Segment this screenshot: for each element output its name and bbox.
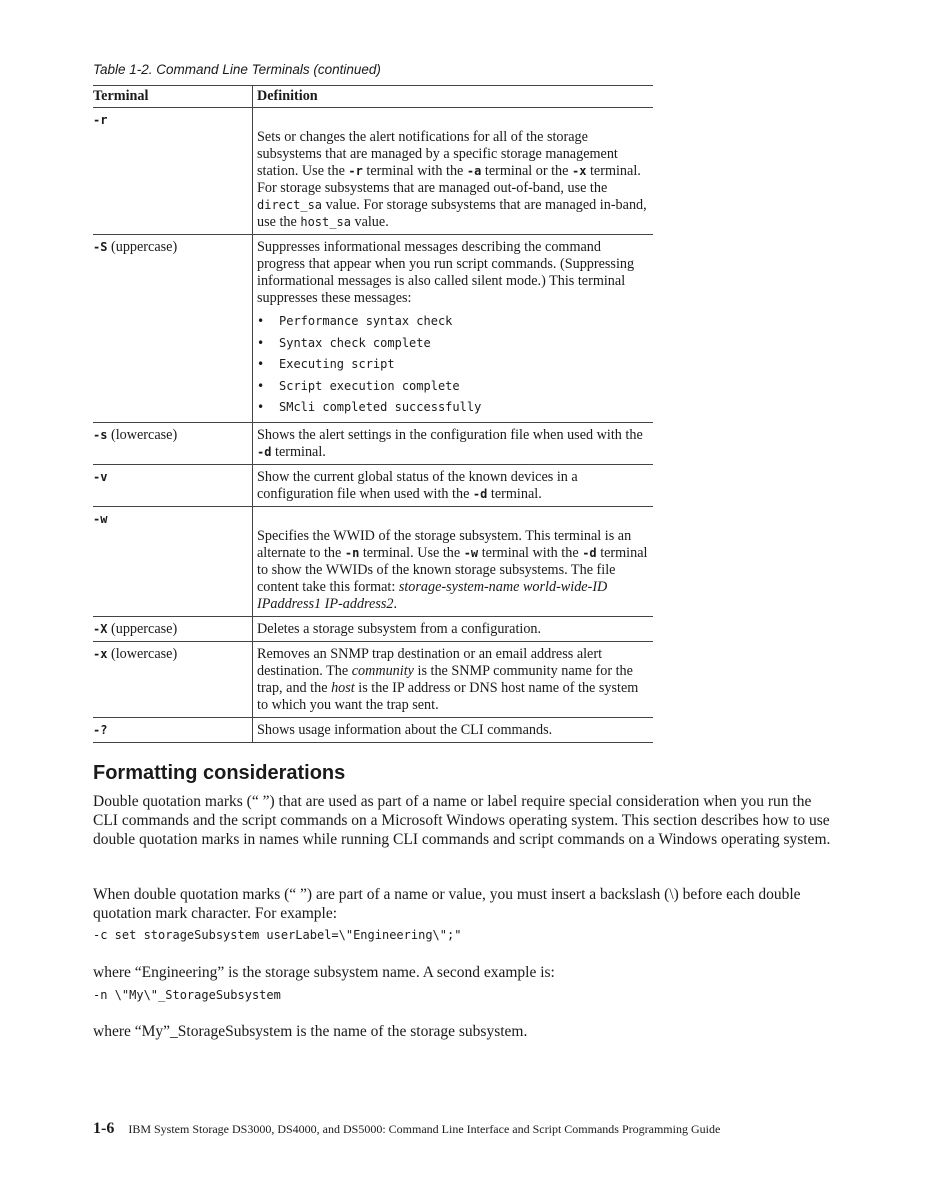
inline-code: -w — [463, 545, 479, 560]
terminal-cell — [93, 464, 253, 506]
definition-text: terminal. For storage subsystems that are managed out-of-band, use the — [257, 163, 641, 196]
definition-cell — [253, 108, 654, 235]
list-item: • Script execution complete — [257, 376, 649, 398]
suppressed-messages-list — [257, 311, 649, 419]
command-terminals-table — [93, 85, 653, 743]
section-heading: Formatting considerations — [93, 762, 346, 784]
table-header-row — [93, 86, 653, 108]
inline-code: -a — [466, 164, 482, 178]
terminal-cell — [93, 422, 253, 464]
paragraph: where “My”_StorageSubsystem is the name of the storage subsystem. — [93, 1023, 528, 1040]
list-item: • SMcli completed successfully — [257, 397, 649, 419]
definition-text: terminal to show the WWIDs of the known storage subsystems. The file content take this format: — [257, 544, 648, 595]
definition-text: Shows the alert settings in the configuration file when used with the — [257, 426, 643, 443]
terminal-cell — [93, 717, 253, 742]
terminal-code: -? — [93, 722, 108, 737]
terminal-code: -x — [93, 646, 108, 661]
terminal-cell — [93, 235, 253, 423]
table-row — [93, 506, 653, 616]
code-example: -c set storageSubsystem userLabel=\"Engineering\";" — [93, 928, 462, 942]
terminal-code: -v — [93, 469, 108, 484]
terminal-cell — [93, 506, 253, 616]
list-item: • Executing script — [257, 354, 649, 376]
terminal-note: (lowercase) — [107, 645, 178, 662]
definition-text: Suppresses informational messages describing the command progress that appear when you run script commands. (Suppressing informational messages is also called silent mode.) This terminal suppresses these messages: — [257, 239, 635, 306]
terminal-code: -s — [93, 427, 108, 442]
terminal-cell — [93, 616, 253, 641]
terminal-code: -w — [93, 511, 108, 526]
terminal-column-header: Terminal — [93, 86, 253, 108]
definition-text: is the IP address or DNS host name of the system to which you want the trap sent. — [257, 679, 639, 713]
definition-cell — [253, 422, 654, 464]
terminal-code: -X — [93, 621, 108, 636]
terminal-cell — [93, 641, 253, 717]
definition-text: terminal with the — [478, 544, 583, 561]
definition-text: . — [393, 595, 398, 612]
definition-text: Removes an SNMP trap destination or an email address alert destination. The — [257, 645, 603, 679]
table-row — [93, 641, 653, 717]
inline-code: -d — [257, 444, 272, 459]
definition-cell — [253, 464, 654, 506]
terminal-code: -S — [93, 240, 108, 254]
terminal-note: (uppercase) — [107, 239, 178, 255]
table-row — [93, 108, 653, 235]
inline-code: -n — [344, 545, 360, 560]
paragraph: Double quotation marks (“ ”) that are used as part of a name or label require special consideration when you run the CLI commands and the script commands on a Microsoft Windows operating system. This section describes how to use double quotation marks in names while running CLI commands and script commands on a Windows operating system. — [93, 793, 831, 848]
definition-text: Specifies the WWID of the storage subsystem. This terminal is an alternate to the — [257, 527, 632, 561]
italic-term: host — [331, 679, 355, 696]
definition-text: value. For storage subsystems that are managed in-band, use the — [257, 197, 647, 230]
inline-code: -d — [582, 545, 597, 560]
definition-text: terminal. — [271, 443, 326, 460]
table-row — [93, 422, 653, 464]
list-item: • Syntax check complete — [257, 333, 649, 355]
paragraph: When double quotation marks (“ ”) are part of a name or value, you must insert a backslash (\) before each double quotation mark character. For example: — [93, 886, 801, 922]
definition-cell — [253, 641, 654, 717]
inline-code: -d — [472, 486, 488, 501]
table-row — [93, 464, 653, 506]
list-item: • Performance syntax check — [257, 311, 649, 333]
definition-text: value. — [350, 214, 389, 230]
terminal-cell — [93, 108, 253, 235]
definition-text: is the SNMP community name for the trap, and the — [257, 662, 633, 696]
table-row — [93, 717, 653, 742]
inline-code: host_sa — [300, 215, 351, 229]
inline-code: -r — [348, 164, 363, 178]
table-row — [93, 616, 653, 641]
code-example: -n \"My\"_StorageSubsystem — [93, 988, 281, 1002]
page-footer — [93, 1120, 720, 1138]
terminal-note: (uppercase) — [107, 620, 178, 637]
format-example: storage-system-name world-wide-ID IPaddress1 IP-address2 — [257, 578, 608, 612]
definition-text: Show the current global status of the known devices in a configuration file when used with the — [257, 468, 578, 502]
table-row — [93, 235, 653, 423]
footer-title: IBM System Storage DS3000, DS4000, and DS5000: Command Line Interface and Script Commands Programming Guide — [128, 1122, 721, 1136]
definition-column-header: Definition — [253, 86, 654, 108]
terminal-code: -r — [93, 113, 108, 127]
inline-code: direct_sa — [257, 198, 323, 212]
paragraph: where “Engineering” is the storage subsystem name. A second example is: — [93, 964, 555, 981]
definition-cell — [253, 717, 654, 742]
definition-text: Sets or changes the alert notifications for all of the storage subsystems that are managed by a specific storage management station. Use the — [257, 129, 618, 179]
definition-text: terminal. — [487, 485, 542, 502]
definition-cell — [253, 506, 654, 616]
definition-cell — [253, 235, 654, 423]
terminal-note: (lowercase) — [107, 426, 178, 443]
italic-term: community — [351, 662, 414, 679]
table-caption: Table 1-2. Command Line Terminals (continued) — [93, 62, 381, 77]
definition-text: Shows usage information about the CLI commands. — [257, 721, 553, 738]
definition-text: Deletes a storage subsystem from a configuration. — [257, 620, 542, 637]
definition-text: terminal. Use the — [359, 544, 464, 561]
definition-text: terminal with the — [362, 163, 467, 179]
page-number: 1-6 — [93, 1120, 115, 1137]
inline-code: -x — [571, 164, 587, 178]
definition-cell — [253, 616, 654, 641]
definition-text: terminal or the — [481, 163, 572, 179]
